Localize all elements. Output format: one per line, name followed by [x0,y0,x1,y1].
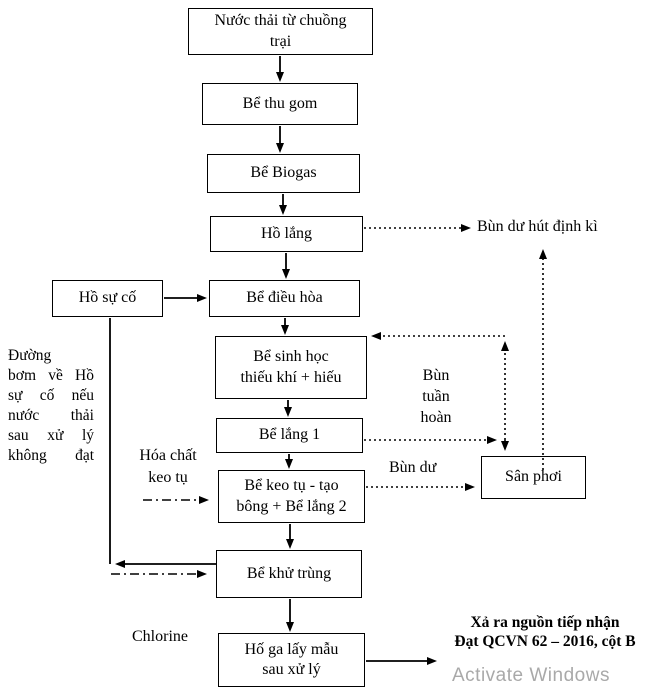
label-recirculated-sludge [405,365,467,428]
activate-windows-watermark: Activate Windows [452,665,610,686]
node-wastewater-source [188,8,373,55]
node-label-line: Hố ga lấy mẫu [244,640,339,658]
label-line: Xả ra nguồn tiếp nhận [470,614,620,631]
label-discharge-standard [443,613,647,651]
node-settling-pond [210,216,363,252]
node-equalization-tank [209,280,360,317]
label-line: nước thải [8,407,94,424]
label-line: tuần [422,388,450,405]
label-line: Bùn [422,367,450,384]
label-line: Đường [8,347,52,364]
node-label: Bể Biogas [250,164,317,182]
node-disinfection-tank [216,550,362,598]
node-label-line: Bể sinh học [253,348,329,366]
node-label-line: Bể keo tụ - tạo [244,477,339,495]
node-drying-yard [481,456,586,499]
node-label: Bể khử trùng [246,564,332,582]
label-line: sau xử lý [8,427,94,444]
label-line: bơm về Hồ [8,367,94,384]
label-return-pump-note [8,346,94,466]
node-label-line: bông + Bể lắng 2 [236,497,347,515]
node-label-line: trại [269,32,292,50]
node-sampling-manhole [218,633,365,687]
label-line: hoàn [420,409,452,426]
node-label-line: Nước thải từ chuồng [214,12,347,30]
label-line: sự cố nếu [8,387,94,404]
node-settling-tank-1 [216,418,363,453]
node-label: Sân phơi [505,468,562,486]
node-label: Bể điều hòa [246,289,323,307]
label-line: không đạt [8,447,94,464]
label-chlorine: Chlorine [132,628,188,645]
node-coagulation-tank [218,470,365,523]
label-line: Hóa chất [139,447,197,464]
node-label: Hồ lắng [260,224,313,242]
node-biological-tank [215,336,367,399]
label-coagulant-chemical [130,445,206,489]
label-line: keo tụ [148,469,188,486]
node-biogas-tank [207,154,360,193]
node-label-line: thiếu khí + hiếu [240,368,342,386]
label-line: Đạt QCVN 62 – 2016, cột B [454,633,636,650]
node-emergency-pond [52,280,163,317]
label-excess-sludge: Bùn dư [389,459,437,476]
node-collection-tank [202,83,358,125]
label-excess-sludge-periodic: Bùn dư hút định kì [477,218,598,235]
node-label: Hồ sự cố [78,289,137,307]
node-label: Bể thu gom [242,94,318,112]
node-label-line: sau xử lý [262,661,321,678]
node-label: Bể lắng 1 [258,426,321,444]
